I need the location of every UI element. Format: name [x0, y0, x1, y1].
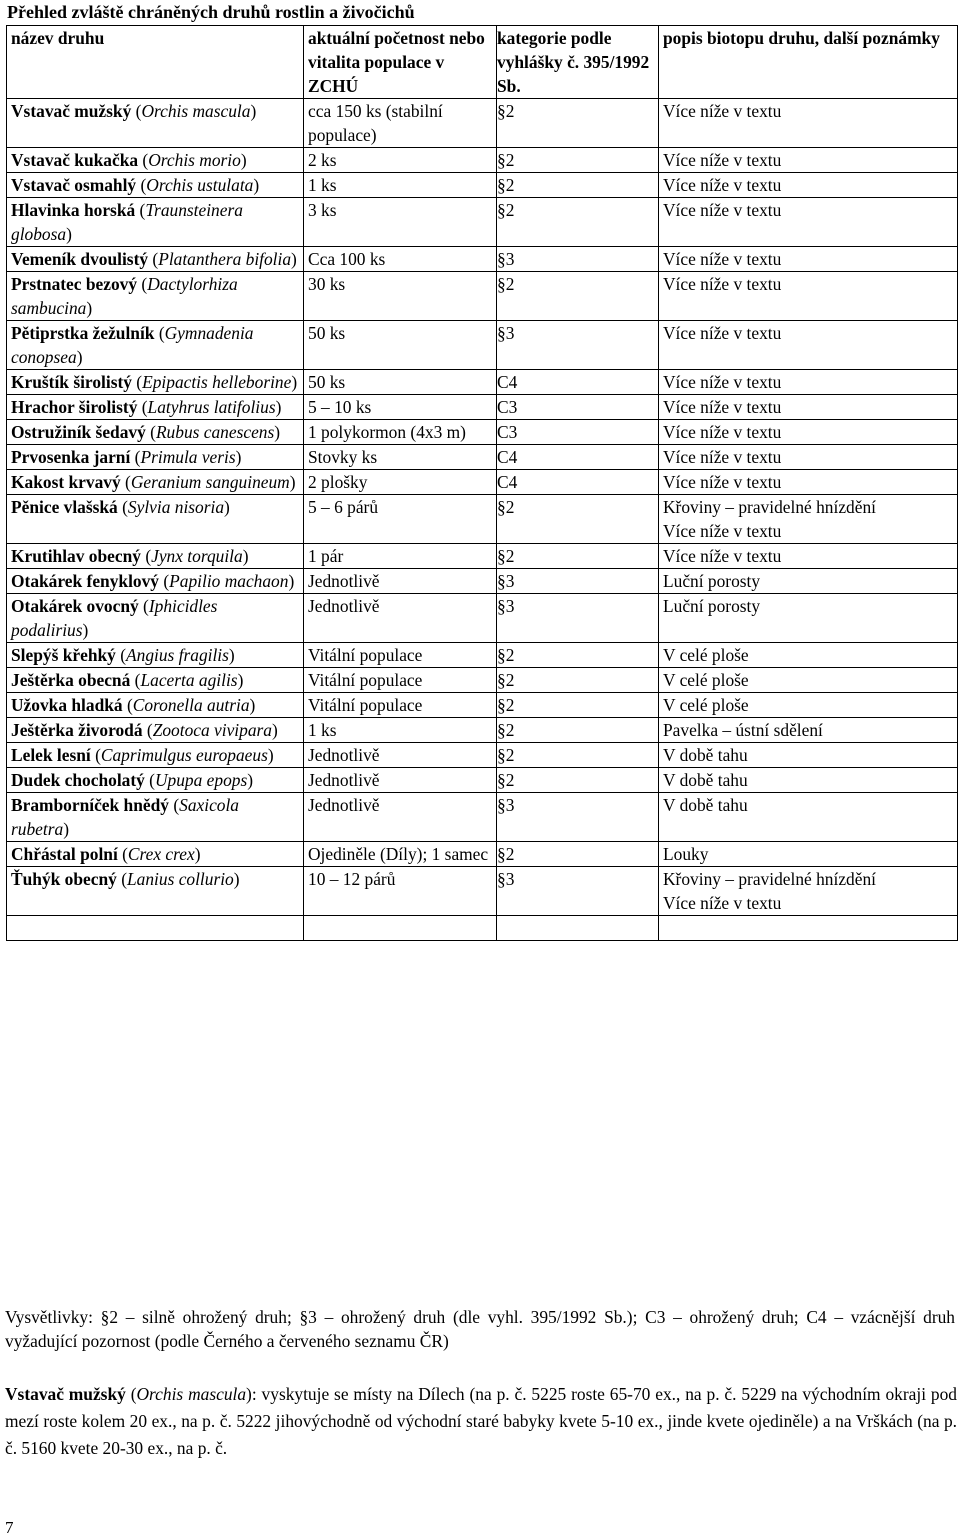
species-czech-name: Kruštík širolistý [11, 372, 132, 392]
biotope-note: Více níže v textu [663, 274, 782, 294]
species-latin-name: Crex crex [127, 844, 195, 864]
biotope-note-extra: Více níže v textu [663, 521, 782, 541]
species-table [6, 25, 958, 941]
header-biotope: popis biotopu druhu, další poznámky [659, 26, 958, 99]
biotope-cell [659, 594, 958, 643]
species-name-cell: Hrachor širolistý (Latyhrus latifolius) [7, 395, 304, 420]
population-cell: 1 ks [304, 718, 497, 743]
table-row [7, 148, 958, 173]
category-cell: §2 [497, 495, 659, 544]
species-name-cell: Vstavač osmahlý (Orchis ustulata) [7, 173, 304, 198]
biotope-cell [659, 99, 958, 148]
biotope-cell [659, 445, 958, 470]
species-name-cell: Vstavač kukačka (Orchis morio) [7, 148, 304, 173]
table-row [7, 743, 958, 768]
population-cell: 30 ks [304, 272, 497, 321]
category-cell: §2 [497, 173, 659, 198]
biotope-cell [659, 272, 958, 321]
biotope-cell [659, 842, 958, 867]
biotope-cell [659, 470, 958, 495]
species-name-cell: Vstavač mužský (Orchis mascula) [7, 99, 304, 148]
table-row [7, 370, 958, 395]
table-row [7, 867, 958, 916]
empty-cell [497, 916, 659, 941]
population-cell: Jednotlivě [304, 569, 497, 594]
biotope-note: Více níže v textu [663, 372, 782, 392]
biotope-cell [659, 793, 958, 842]
species-latin-name: Primula veris [140, 447, 236, 467]
biotope-note: Více níže v textu [663, 200, 782, 220]
species-latin-name: Epipactis helleborine [142, 372, 292, 392]
biotope-note: Více níže v textu [663, 397, 782, 417]
category-cell: §2 [497, 544, 659, 569]
table-row [7, 768, 958, 793]
population-cell: 10 – 12 párů [304, 867, 497, 916]
species-name-cell: Dudek chocholatý (Upupa epops) [7, 768, 304, 793]
species-czech-name: Lelek lesní [11, 745, 91, 765]
species-name-cell: Užovka hladká (Coronella autria) [7, 693, 304, 718]
category-cell: §3 [497, 247, 659, 272]
biotope-note: Více níže v textu [663, 249, 782, 269]
biotope-note: V době tahu [663, 770, 748, 790]
population-cell: 2 plošky [304, 470, 497, 495]
table-row [7, 544, 958, 569]
species-name-cell: Pěnice vlašská (Sylvia nisoria) [7, 495, 304, 544]
species-name-cell: Prvosenka jarní (Primula veris) [7, 445, 304, 470]
species-latin-name: Zootoca vivipara [152, 720, 272, 740]
population-cell: 1 pár [304, 544, 497, 569]
biotope-note: Pavelka – ústní sdělení [663, 720, 823, 740]
biotope-note: Více níže v textu [663, 175, 782, 195]
biotope-note: V celé ploše [663, 645, 749, 665]
species-latin-name: Coronella autria [132, 695, 250, 715]
population-cell: cca 150 ks (stabilní populace) [304, 99, 497, 148]
biotope-cell [659, 768, 958, 793]
species-czech-name: Vstavač osmahlý [11, 175, 137, 195]
species-name-cell: Lelek lesní (Caprimulgus europaeus) [7, 743, 304, 768]
species-czech-name: Prvosenka jarní [11, 447, 131, 467]
table-row [7, 395, 958, 420]
species-name-cell: Vemeník dvoulistý (Platanthera bifolia) [7, 247, 304, 272]
population-cell: 5 – 10 ks [304, 395, 497, 420]
table-row [7, 173, 958, 198]
species-latin-name: Iphicidles podalirius [11, 596, 218, 640]
biotope-note: Více níže v textu [663, 101, 782, 121]
species-latin-name: Gymnadenia conopsea [11, 323, 254, 367]
table-body [7, 99, 958, 941]
population-cell: 1 polykormon (4x3 m) [304, 420, 497, 445]
biotope-note: V době tahu [663, 795, 748, 815]
population-cell: Cca 100 ks [304, 247, 497, 272]
species-czech-name: Hrachor širolistý [11, 397, 138, 417]
species-name-cell: Kruštík širolistý (Epipactis helleborine) [7, 370, 304, 395]
species-czech-name: Ještěrka živorodá [11, 720, 143, 740]
table-row [7, 445, 958, 470]
category-cell: §2 [497, 99, 659, 148]
biotope-note: Luční porosty [663, 596, 761, 616]
species-latin-name: Dactylorhiza sambucina [11, 274, 238, 318]
species-name-cell: Ještěrka obecná (Lacerta agilis) [7, 668, 304, 693]
species-name-cell: Ťuhýk obecný (Lanius collurio) [7, 867, 304, 916]
species-name-cell: Otakárek ovocný (Iphicidles podalirius) [7, 594, 304, 643]
species-name-cell: Ještěrka živorodá (Zootoca vivipara) [7, 718, 304, 743]
biotope-cell [659, 198, 958, 247]
biotope-cell [659, 544, 958, 569]
empty-cell [7, 916, 304, 941]
biotope-note: Křoviny – pravidelné hnízdění [663, 869, 876, 889]
category-cell: §2 [497, 743, 659, 768]
species-latin-name: Lacerta agilis [140, 670, 238, 690]
table-row-empty [7, 916, 958, 941]
species-name-cell: Krutihlav obecný (Jynx torquila) [7, 544, 304, 569]
biotope-cell [659, 247, 958, 272]
table-row [7, 420, 958, 445]
species-latin-name: Platanthera bifolia [158, 249, 292, 269]
biotope-cell [659, 569, 958, 594]
population-cell: 50 ks [304, 321, 497, 370]
species-latin-name: Traunsteinera globosa [11, 200, 243, 244]
page-title: Přehled zvláště chráněných druhů rostlin a živočichů [7, 2, 415, 22]
category-cell: §2 [497, 693, 659, 718]
biotope-note: Křoviny – pravidelné hnízdění [663, 497, 876, 517]
species-czech-name: Pětiprstka žežulník [11, 323, 155, 343]
population-cell: Jednotlivě [304, 768, 497, 793]
species-name-cell: Chřástal polní (Crex crex) [7, 842, 304, 867]
species-latin-name: Jynx torquila [151, 546, 243, 566]
header-count: aktuální početnost nebo vitalita populace v ZCHÚ [304, 26, 497, 99]
biotope-note: Více níže v textu [663, 472, 782, 492]
biotope-cell [659, 867, 958, 916]
species-czech-name: Užovka hladká [11, 695, 123, 715]
population-cell: 2 ks [304, 148, 497, 173]
empty-cell [659, 916, 958, 941]
biotope-note-extra: Více níže v textu [663, 893, 782, 913]
population-cell: Stovky ks [304, 445, 497, 470]
species-czech-name: Kakost krvavý [11, 472, 121, 492]
biotope-note: Více níže v textu [663, 422, 782, 442]
category-cell: §3 [497, 793, 659, 842]
biotope-note: Louky [663, 844, 709, 864]
species-czech-name: Otakárek fenyklový [11, 571, 159, 591]
biotope-cell [659, 743, 958, 768]
species-czech-name: Otakárek ovocný [11, 596, 139, 616]
biotope-cell [659, 148, 958, 173]
note-species-latin: Orchis mascula [136, 1384, 247, 1404]
category-cell: §2 [497, 668, 659, 693]
table-row [7, 247, 958, 272]
table-row [7, 321, 958, 370]
biotope-cell [659, 395, 958, 420]
population-cell: 1 ks [304, 173, 497, 198]
species-name-cell: Otakárek fenyklový (Papilio machaon) [7, 569, 304, 594]
category-cell: C4 [497, 445, 659, 470]
category-cell: §3 [497, 321, 659, 370]
species-czech-name: Ťuhýk obecný [11, 869, 117, 889]
header-category: kategorie podle vyhlášky č. 395/1992 Sb. [497, 26, 659, 99]
category-cell: §2 [497, 643, 659, 668]
population-cell: Vitální populace [304, 693, 497, 718]
legend: Vysvětlivky: §2 – silně ohrožený druh; §3 – ohrožený druh (dle vyhl. 395/1992 Sb.); C3 – ohrožený druh; C4 – vzácnější druh vyžadující pozornost (podle Černého a červeného seznamu ČR) [5, 1307, 955, 1351]
table-row [7, 842, 958, 867]
species-czech-name: Slepýš křehký [11, 645, 116, 665]
category-cell: §3 [497, 569, 659, 594]
species-czech-name: Vemeník dvoulistý [11, 249, 149, 269]
category-cell: C4 [497, 470, 659, 495]
species-czech-name: Dudek chocholatý [11, 770, 145, 790]
species-czech-name: Chřástal polní [11, 844, 118, 864]
species-czech-name: Vstavač kukačka [11, 150, 139, 170]
biotope-note: V době tahu [663, 745, 748, 765]
species-czech-name: Pěnice vlašská [11, 497, 118, 517]
species-latin-name: Papilio machaon [169, 571, 289, 591]
population-cell: Vitální populace [304, 643, 497, 668]
note-species-name: Vstavač mužský [5, 1384, 126, 1404]
population-cell: Jednotlivě [304, 743, 497, 768]
table-row [7, 793, 958, 842]
table-row [7, 470, 958, 495]
category-cell: §2 [497, 718, 659, 743]
empty-cell [304, 916, 497, 941]
biotope-cell [659, 420, 958, 445]
species-czech-name: Hlavinka horská [11, 200, 136, 220]
species-note: Vstavač mužský (Orchis mascula): vyskytuje se místy na Dílech (na p. č. 5225 roste 65-70 ex., na p. č. 5229 na východním okraji pod mezí roste kolem 20 ex., na p. č. 5222 jihovýchodně od východní staré babyky kvete 5-10 ex., jinde kvete ojediněle) a na Vrškách (na p. č. 5160 kvete 20-30 ex., na p. č. [5, 1384, 957, 1458]
species-czech-name: Ostružiník šedavý [11, 422, 146, 442]
biotope-note: Více níže v textu [663, 546, 782, 566]
category-cell: C4 [497, 370, 659, 395]
category-cell: §3 [497, 867, 659, 916]
biotope-note: Více níže v textu [663, 323, 782, 343]
species-name-cell: Kakost krvavý (Geranium sanguineum) [7, 470, 304, 495]
species-czech-name: Bramborníček hnědý [11, 795, 169, 815]
table-row [7, 643, 958, 668]
species-latin-name: Upupa epops [154, 770, 248, 790]
population-cell: 5 – 6 párů [304, 495, 497, 544]
page-number: 7 [5, 1518, 14, 1537]
header-name: název druhu [7, 26, 304, 99]
population-cell: 50 ks [304, 370, 497, 395]
biotope-cell [659, 370, 958, 395]
species-czech-name: Krutihlav obecný [11, 546, 141, 566]
species-czech-name: Vstavač mužský [11, 101, 132, 121]
biotope-cell [659, 495, 958, 544]
table-row [7, 569, 958, 594]
category-cell: C3 [497, 420, 659, 445]
species-latin-name: Lanius collurio [126, 869, 234, 889]
biotope-cell [659, 668, 958, 693]
species-name-cell: Pětiprstka žežulník (Gymnadenia conopsea) [7, 321, 304, 370]
biotope-cell [659, 321, 958, 370]
table-row [7, 272, 958, 321]
species-latin-name: Caprimulgus europaeus [100, 745, 268, 765]
biotope-note: V celé ploše [663, 695, 749, 715]
species-name-cell: Prstnatec bezový (Dactylorhiza sambucina) [7, 272, 304, 321]
biotope-note: Více níže v textu [663, 447, 782, 467]
species-name-cell: Slepýš křehký (Angius fragilis) [7, 643, 304, 668]
note-text: : vyskytuje se místy na Dílech (na p. č. 5225 roste 65-70 ex., na p. č. 5229 na východním okraji pod mezí roste kolem 20 ex., na p. č. 5222 jihovýchodně od východní staré babyky kvete 5-10 ex., jinde kvete ojediněle) a na Vrškách (na p. č. 5160 kvete 20-30 ex., na p. č. [5, 1384, 957, 1458]
table-row [7, 198, 958, 247]
species-latin-name: Orchis morio [148, 150, 241, 170]
species-name-cell: Ostružiník šedavý (Rubus canescens) [7, 420, 304, 445]
species-latin-name: Sylvia nisoria [127, 497, 225, 517]
species-latin-name: Geranium sanguineum [130, 472, 290, 492]
category-cell: §2 [497, 842, 659, 867]
biotope-cell [659, 718, 958, 743]
table-row [7, 495, 958, 544]
population-cell: Jednotlivě [304, 793, 497, 842]
category-cell: §2 [497, 272, 659, 321]
category-cell: §2 [497, 768, 659, 793]
population-cell: Ojediněle (Díly); 1 samec [304, 842, 497, 867]
species-latin-name: Orchis ustulata [146, 175, 254, 195]
table-row [7, 718, 958, 743]
table-header-row [7, 26, 958, 99]
species-latin-name: Angius fragilis [126, 645, 229, 665]
species-latin-name: Rubus canescens [155, 422, 275, 442]
species-czech-name: Ještěrka obecná [11, 670, 131, 690]
population-cell: Jednotlivě [304, 594, 497, 643]
species-name-cell: Bramborníček hnědý (Saxicola rubetra) [7, 793, 304, 842]
biotope-cell [659, 643, 958, 668]
category-cell: §2 [497, 148, 659, 173]
category-cell: §2 [497, 198, 659, 247]
biotope-note: Více níže v textu [663, 150, 782, 170]
species-latin-name: Orchis mascula [141, 101, 251, 121]
population-cell: Vitální populace [304, 668, 497, 693]
species-name-cell: Hlavinka horská (Traunsteinera globosa) [7, 198, 304, 247]
table-row [7, 693, 958, 718]
biotope-note: Luční porosty [663, 571, 761, 591]
biotope-cell [659, 173, 958, 198]
table-row [7, 99, 958, 148]
category-cell: C3 [497, 395, 659, 420]
species-latin-name: Latyhrus latifolius [147, 397, 276, 417]
species-czech-name: Prstnatec bezový [11, 274, 138, 294]
biotope-cell [659, 693, 958, 718]
table-row [7, 668, 958, 693]
category-cell: §3 [497, 594, 659, 643]
species-latin-name: Saxicola rubetra [11, 795, 240, 839]
biotope-note: V celé ploše [663, 670, 749, 690]
table-row [7, 594, 958, 643]
population-cell: 3 ks [304, 198, 497, 247]
